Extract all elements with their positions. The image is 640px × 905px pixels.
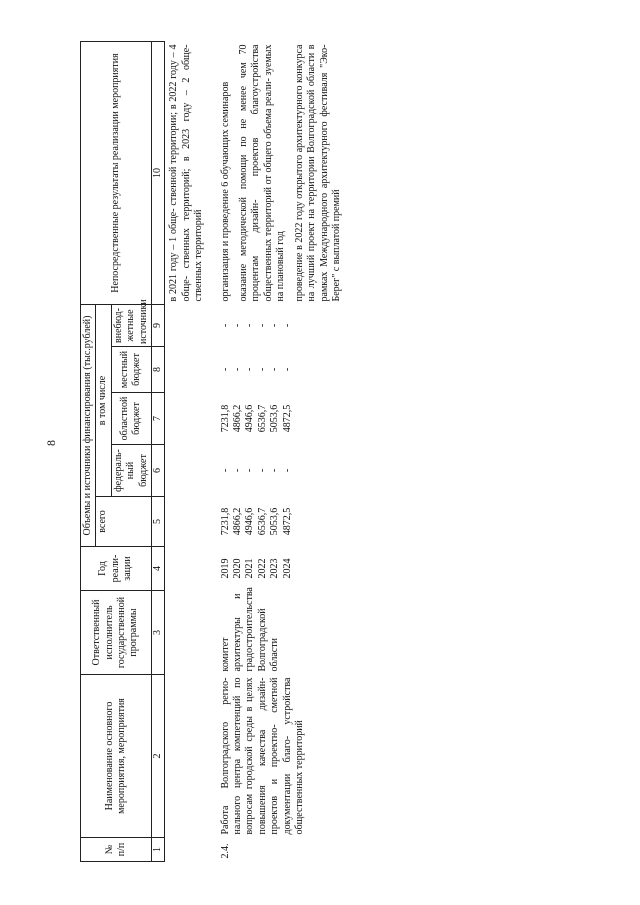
year-value: 2022 [256,558,268,579]
result-paragraph: проведение в 2022 году открытого архитектурного конкурса на лучший проект на территории Волгоградской области в рамках Международного архитектурного фестиваля "Эко-Берег" с выплатой премий [293,44,342,302]
carryover-row [165,42,216,862]
header-year: Год реали- зации [81,547,152,591]
local-value: - [281,367,293,372]
header-total: всего [96,497,152,547]
header-name: Наименование основного мероприятия, мероприятия [81,675,152,838]
regional-value: 4946,6 [244,404,256,433]
local-value: - [256,367,268,372]
result-paragraph: организация и проведение 6 обучающих семинаров [219,81,231,302]
col-number: 6 [152,445,165,497]
header-financing: Объемы и источники финансирования (тыс.рублей) [81,305,96,547]
row-local [216,347,350,393]
federal-value: - [269,468,281,473]
year-value: 2021 [244,558,256,579]
row-regional [216,393,350,445]
total-value: 4946,6 [244,507,256,536]
header-offbudget: внебюд- жетные источники [111,305,151,347]
col-number: 1 [152,838,165,862]
table-row [216,42,350,862]
header-results: Непосредственные результаты реализации мероприятия [81,42,152,305]
col-number: 2 [152,675,165,838]
program-table [80,41,349,862]
year-value: 2024 [281,558,293,579]
total-value: 4872,5 [281,507,293,536]
offbudget-value: - [281,323,293,328]
row-federal [216,445,350,497]
federal-value: - [281,468,293,473]
regional-value: 5053,6 [269,404,281,433]
page-number: 8 [44,440,58,446]
header-row-1 [81,42,96,862]
header-executor: Ответственный исполнитель государственной программы [81,591,152,675]
offbudget-value: - [256,323,268,328]
total-value: 6536,7 [256,507,268,536]
offbudget-value: - [219,323,231,328]
col-number: 7 [152,393,165,445]
row-number: 2.4. [219,843,231,859]
col-number: 10 [152,42,165,305]
row-offbudget [216,305,350,347]
total-value: 5053,6 [269,507,281,536]
regional-value: 7231,8 [219,404,231,433]
carryover-result-text: в 2021 году – 1 обще- ственной территории; в 2022 году – 4 обще- ственных территорий; в 2023 году – 2 обще- ственных территорий [168,44,205,302]
result-paragraph: оказание методической помощи по не менее чем 70 процентам дизайн- проектов благоустройства общественных территорий от общего объема реали- зуемых на плановый год [238,44,287,302]
col-number: 8 [152,347,165,393]
federal-value: - [232,468,244,473]
col-number: 3 [152,591,165,675]
col-number: 4 [152,547,165,591]
local-value: - [269,367,281,372]
local-value: - [244,367,256,372]
col-number: 9 [152,305,165,347]
row-results [216,42,350,305]
row-years [216,547,350,591]
col-number: 5 [152,497,165,547]
local-value: - [232,367,244,372]
year-value: 2019 [219,558,231,579]
federal-value: - [256,468,268,473]
regional-value: 4872,5 [281,404,293,433]
header-regional: областной бюджет [111,393,151,445]
offbudget-value: - [244,323,256,328]
regional-value: 6536,7 [256,404,268,433]
federal-value: - [219,468,231,473]
total-value: 7231,8 [219,507,231,536]
header-federal: федераль- ный бюджет [111,445,151,497]
row-total [216,497,350,547]
row-executor: комитет архитектуры и градостроительства Волгоградской области [219,587,281,672]
header-local: местный бюджет [111,347,151,393]
year-value: 2020 [232,558,244,579]
total-value: 4866,2 [232,507,244,536]
year-value: 2023 [269,558,281,579]
header-including: в том числе [96,305,111,497]
column-numbers-row [152,42,165,862]
rotated-table-page [80,42,532,862]
offbudget-value: - [269,323,281,328]
header-num: № п/п [81,838,152,862]
offbudget-value: - [232,323,244,328]
local-value: - [219,367,231,372]
federal-value: - [244,468,256,473]
row-name: Работа Волгоградского регио- нального центра компетенций по вопросам городской среды в целях повышения качества дизайн-проектов и проектно- сметной документации благо- устройства общественных территорий [219,677,306,835]
regional-value: 4866,2 [232,404,244,433]
